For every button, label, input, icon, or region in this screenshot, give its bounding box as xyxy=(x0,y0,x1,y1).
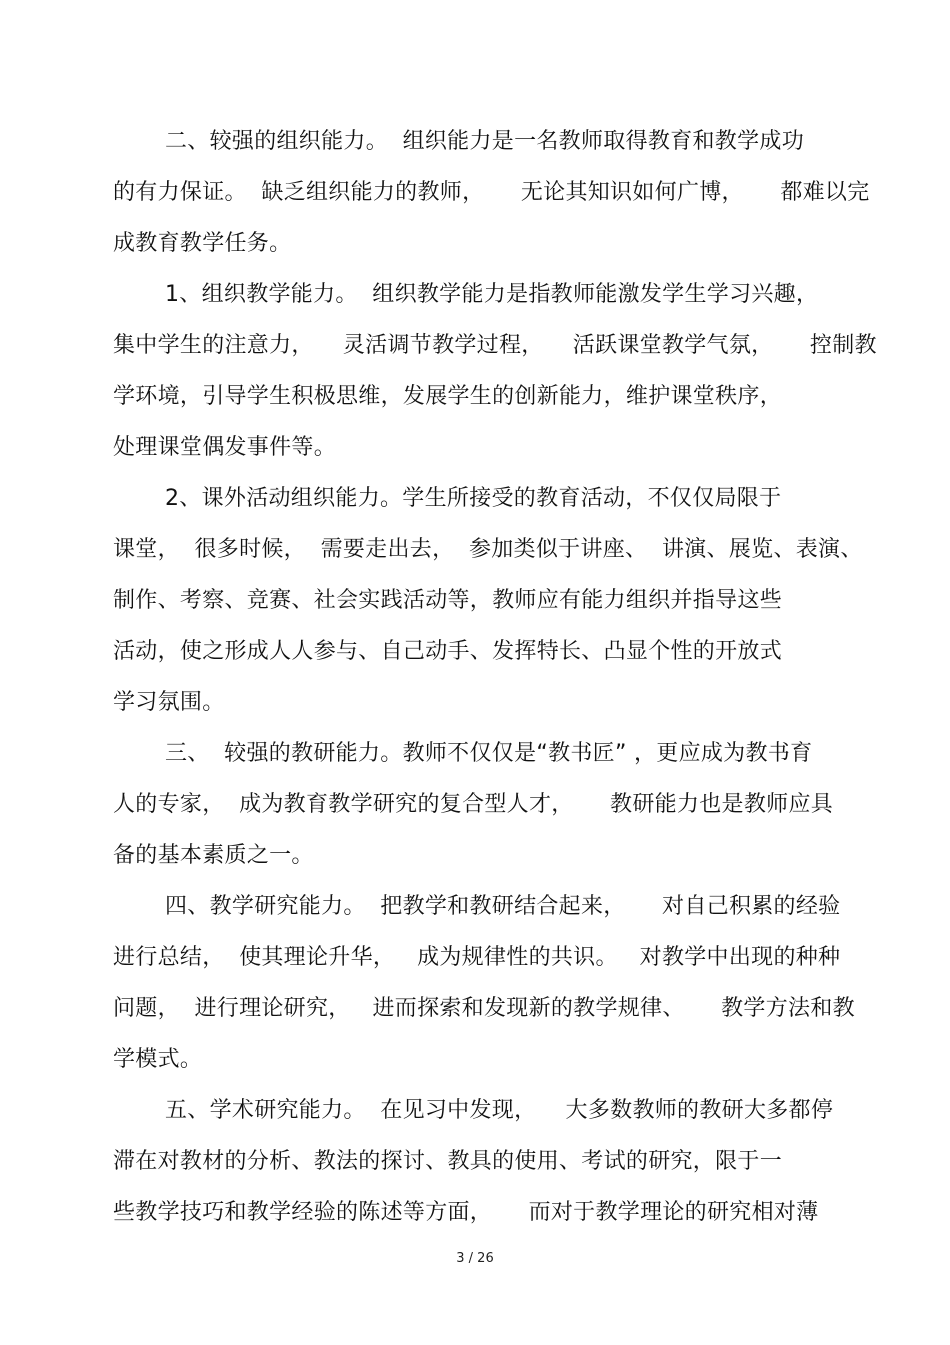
text-line: 滞在对教材的分析、教法的探讨、教具的使用、考试的研究，限于一 xyxy=(113,1149,783,1174)
text-line: 学习氛围。 xyxy=(113,690,225,715)
text-line: 1、组织教学能力。 组织教学能力是指教师能激发学生学习兴趣， xyxy=(165,282,819,307)
text-line: 集中学生的注意力， 灵活调节教学过程， 活跃课堂教学气氛， 控制教 xyxy=(113,333,877,358)
text-line: 的有力保证。 缺乏组织能力的教师， 无论其知识如何广博， 都难以完 xyxy=(113,180,870,205)
text-line: 制作、考察、竞赛、社会实践活动等，教师应有能力组织并指导这些 xyxy=(113,588,783,613)
text-line: 成教育教学任务。 xyxy=(113,231,292,256)
text-line: 学模式。 xyxy=(113,1047,203,1072)
text-line: 五、学术研究能力。 在见习中发现， 大多数教师的教研大多都停 xyxy=(165,1098,834,1123)
text-line: 些教学技巧和教学经验的陈述等方面， 而对于教学理论的研究相对薄 xyxy=(113,1200,819,1225)
text-line: 课堂， 很多时候， 需要走出去， 参加类似于讲座、 讲演、展览、表演、 xyxy=(113,537,863,562)
text-line: 进行总结， 使其理论升华， 成为规律性的共识。 对教学中出现的种种 xyxy=(113,945,841,970)
body-text xyxy=(113,122,877,1244)
text-line: 学环境，引导学生积极思维，发展学生的创新能力，维护课堂秩序， xyxy=(113,384,783,409)
text-line: 备的基本素质之一。 xyxy=(113,843,314,868)
text-line: 2、课外活动组织能力。学生所接受的教育活动，不仅仅局限于 xyxy=(165,486,782,511)
text-line: 活动，使之形成人人参与、自己动手、发挥特长、凸显个性的开放式 xyxy=(113,639,783,664)
text-line: 四、教学研究能力。 把教学和教研结合起来， 对自己积累的经验 xyxy=(165,894,841,919)
text-line: 人的专家， 成为教育教学研究的复合型人才， 教研能力也是教师应具 xyxy=(113,792,834,817)
text-line: 三、 较强的教研能力。教师不仅仅是“教书匠” ，更应成为教书育 xyxy=(165,741,813,766)
text-line: 处理课堂偶发事件等。 xyxy=(113,435,337,460)
text-line: 问题， 进行理论研究， 进而探索和发现新的教学规律、 教学方法和教 xyxy=(113,996,855,1021)
page-number: 3 / 26 xyxy=(456,1251,494,1266)
text-line: 二、较强的组织能力。 组织能力是一名教师取得教育和教学成功 xyxy=(165,129,804,154)
